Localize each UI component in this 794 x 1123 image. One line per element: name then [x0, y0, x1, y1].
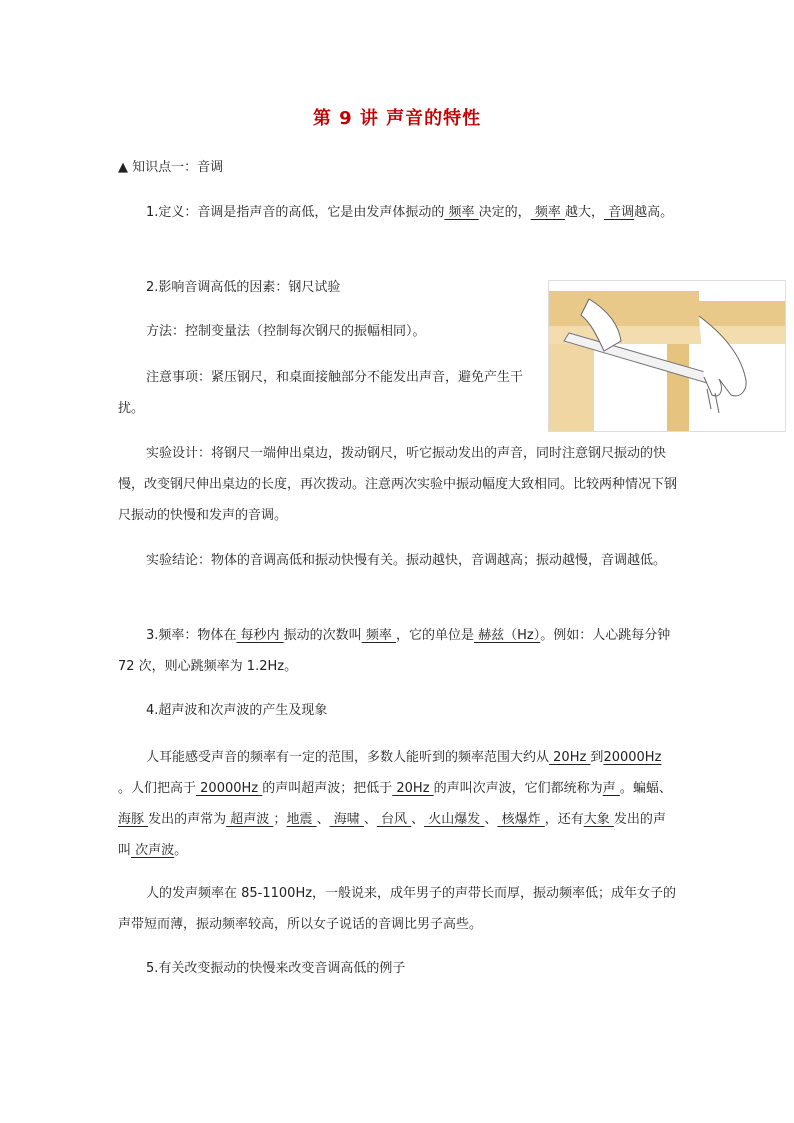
ultrasound-heading: 4.超声波和次声波的产生及现象: [146, 703, 328, 718]
blank-answer: 海啸: [329, 812, 364, 827]
hearing-range-paragraph: [118, 742, 678, 866]
text-segment: 。例如：人心跳每分钟 72 次，则心跳频率为 1.2Hz。: [118, 628, 671, 674]
text-segment: 1.定义：音调是指声音的高低，它是由发声体振动的: [146, 205, 445, 220]
blank-answer: 台风: [376, 812, 412, 827]
text-segment: 。: [174, 843, 188, 858]
blank-answer: 每秒内: [236, 628, 284, 643]
ruler-experiment-drawing: [549, 281, 785, 431]
blank-answer: 20Hz: [392, 781, 434, 796]
definition-paragraph: [118, 197, 678, 228]
text-segment: 的声叫超声波；把低于: [262, 781, 393, 796]
conclusion-paragraph: 实验结论：物体的音调高低和振动快慢有关。振动越快，音调越高；振动越慢，音调越低。: [146, 553, 667, 568]
method-paragraph: 方法：控制变量法（控制每次钢尺的振幅相同）。: [146, 324, 426, 339]
text-segment: 、: [411, 812, 425, 827]
text-segment: 决定的，: [478, 205, 531, 220]
text-segment: ；: [273, 812, 287, 827]
note-paragraph: 注意事项：紧压钢尺，和桌面接触部分不能发出声音，避免产生干扰。: [118, 370, 524, 416]
text-segment: 。人们把高于: [118, 781, 197, 796]
ruler-experiment-illustration: [548, 280, 786, 432]
design-paragraph: 实验设计：将钢尺一端伸出桌边，拨动钢尺，听它振动发出的声音，同时注意钢尺振动的快慢，改变钢尺伸出桌边的长度，再次拨动。注意两次实验中振动幅度大致相同。比较两种情况下钢尺振动的快慢和发声的音调。: [118, 446, 678, 523]
text-segment: 人耳能感受声音的频率有一定的范围，多数人能听到的频率范围大约从: [146, 750, 550, 765]
text-segment: 3.频率：物体在: [146, 628, 237, 643]
factors-heading: 2.影响音调高低的因素：钢尺试验: [146, 280, 341, 295]
text-segment: 、: [316, 812, 330, 827]
blank-answer: 超声波: [226, 812, 274, 827]
text-segment: ，还有: [544, 812, 584, 827]
text-segment: ，它的单位是: [395, 628, 474, 643]
text-segment: 、: [363, 812, 377, 827]
text-segment: 越大，: [564, 205, 604, 220]
blank-answer: 音调: [603, 205, 635, 220]
examples-heading: 5.有关改变振动的快慢来改变音调高低的例子: [146, 961, 406, 976]
blank-answer: 赫兹（Hz）: [473, 628, 541, 643]
voice-frequency-paragraph: 人的发声频率在 85-1100Hz，一般说来，成年男子的声带长而厚，振动频率低；成年女子的声带短而薄，振动频率较高，所以女子说话的音调比男子高些。: [118, 886, 677, 932]
blank-answer: 核爆炸: [497, 812, 545, 827]
text-segment: 振动的次数叫: [283, 628, 362, 643]
text-segment: 越高。: [634, 205, 674, 220]
text-segment: 。蝙蝠、: [619, 781, 672, 796]
text-segment: 发出的声常为: [148, 812, 227, 827]
blank-answer: 次声波: [131, 843, 175, 858]
blank-answer: 地震: [286, 812, 317, 827]
blank-answer: 海豚: [118, 812, 149, 827]
blank-answer: 20Hz: [549, 750, 591, 765]
blank-answer: 火山爆发: [424, 812, 485, 827]
blank-answer: 20000Hz: [603, 750, 662, 765]
knowledge-point-1: ▲ 知识点一：音调: [118, 160, 224, 175]
text-segment: 发出的声叫: [118, 812, 666, 858]
frequency-paragraph: [118, 620, 678, 682]
blank-answer: 声: [602, 781, 620, 796]
text-segment: 的声叫次声波，它们都统称为: [433, 781, 603, 796]
blank-answer: 频率: [530, 205, 565, 220]
blank-answer: 频率: [444, 205, 479, 220]
blank-answer: 大象: [583, 812, 614, 827]
text-segment: 到: [590, 750, 604, 765]
text-segment: 、: [484, 812, 498, 827]
blank-answer: 20000Hz: [196, 781, 263, 796]
page-title: 第 9 讲 声音的特性: [312, 108, 482, 129]
blank-answer: 频率: [361, 628, 396, 643]
